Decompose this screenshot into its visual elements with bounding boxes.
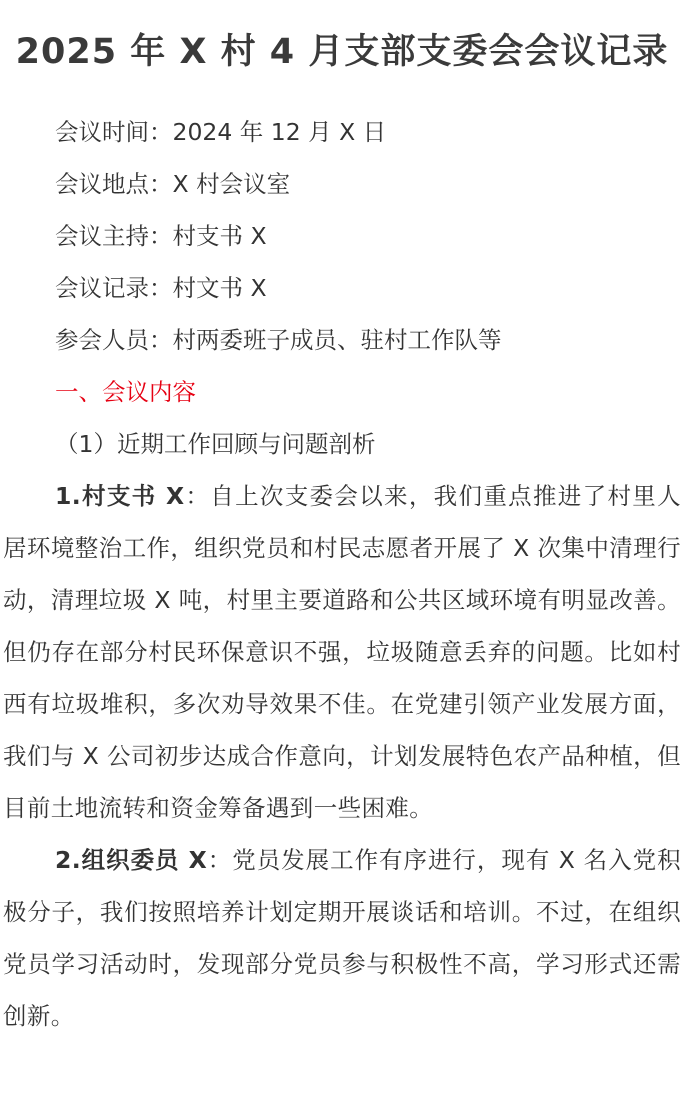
meta-label: 会议时间： [55,118,173,146]
document-title: 2025 年 X 村 4 月支部支委会会议记录 [15,32,669,72]
paragraph-text: ：自上次支委会以来，我们重点推进了村里人居环境整治工作，组织党员和村民志愿者开展了 X 次集中清理行动，清理垃圾 X 吨，村里主要道路和公共区域环境有明显改善。但仍存在部分村民环保意识不强，垃圾随意丢弃的问题。比如村西有垃圾堆积，多次劝导效果不佳。在党建引领产业发展方面，我们与 X 公司初步达成合作意向，计划发展特色农产品种植，但目前土地流转和资金筹备遇到一些困难。 [3,482,682,822]
meeting-time [3,106,681,158]
meta-label: 会议主持： [55,222,173,250]
paragraph-organization-committee [3,834,681,1042]
meeting-recorder [3,262,681,314]
meta-label: 参会人员： [55,326,173,354]
meeting-location [3,158,681,210]
meta-label: 会议记录： [55,274,173,302]
speaker-name: 2.组织委员 X [55,846,208,874]
paragraph-text: ：党员发展工作有序进行，现有 X 名入党积极分子，我们按照培养计划定期开展谈话和培训。不过，在组织党员学习活动时，发现部分党员参与积极性不高，学习形式还需创新。 [3,846,681,1030]
meeting-host [3,210,681,262]
paragraph-party-secretary [3,470,681,834]
meta-value: 村支书 X [172,222,267,250]
section-heading: 一、会议内容 [55,378,196,406]
meeting-info [3,106,681,470]
meta-value: 村两委班子成员、驻村工作队等 [172,326,502,354]
meeting-attendees [3,314,681,366]
meta-value: 2024 年 12 月 X 日 [172,118,387,146]
meta-value: 村文书 X [172,274,267,302]
meta-label: 会议地点： [55,170,173,198]
subsection-heading: （1）近期工作回顾与问题剖析 [55,430,376,458]
meta-value: X 村会议室 [172,170,291,198]
speaker-name: 1.村支书 X [55,482,185,510]
